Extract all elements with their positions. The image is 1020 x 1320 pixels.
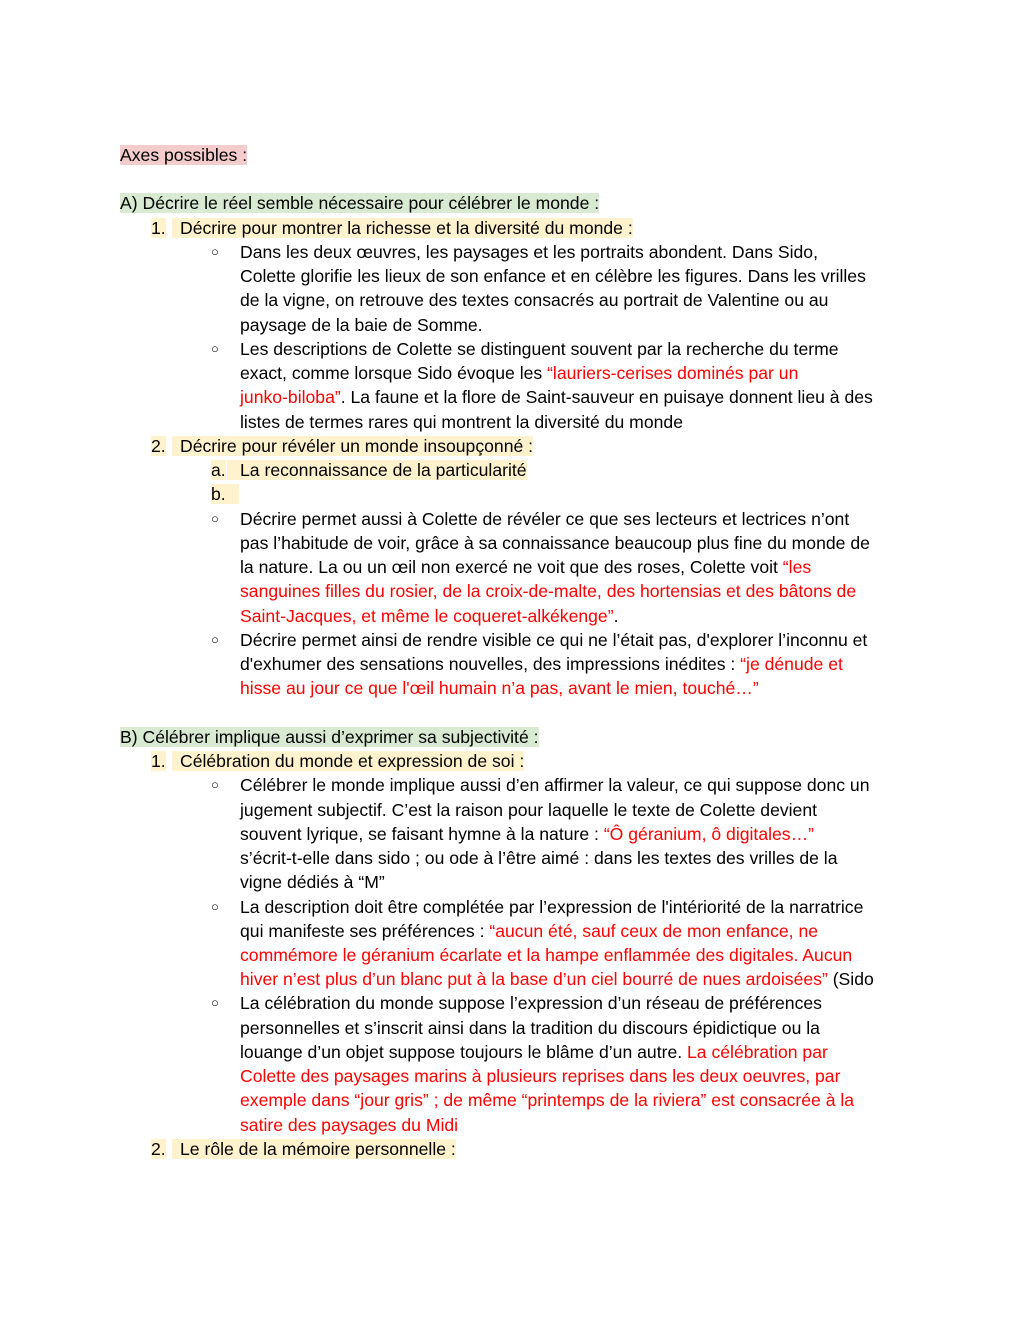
quote: “lauriers-cerises dominés par un — [547, 363, 799, 383]
list-marker: b. — [211, 484, 239, 504]
quote: “Ô géranium, ô digitales…” — [603, 824, 815, 844]
bullet-text: Décrire permet aussi à Colette de révéler ce que ses lecteurs et lectrices n’ont — [240, 509, 850, 529]
bullet-text: Dans les deux œuvres, les paysages et les portraits abondent. Dans Sido, — [240, 242, 818, 262]
item-a2-title: Décrire pour révéler un monde insoupçonné : — [172, 436, 533, 456]
quote: “aucun été, sauf ceux de mon enfance, ne — [489, 921, 819, 941]
bullet-icon: ○ — [211, 511, 219, 526]
bullet-text: pas l’habitude de voir, grâce à sa connaissance beaucoup plus fine du monde de — [240, 533, 870, 553]
sub-item-a: La reconnaissance de la particularité — [227, 460, 527, 480]
bullet-text: La description doit être complétée par l’expression de l'intériorité de la narratrice — [240, 897, 864, 917]
bullet-text: Célébrer le monde implique aussi d’en affirmer la valeur, ce qui suppose donc un — [240, 775, 870, 795]
bullet-text: qui manifeste ses préférences : “aucun été, sauf ceux de mon enfance, ne — [240, 921, 819, 941]
bullet-text: d'exhumer des sensations nouvelles, des impressions inédites : “je dénude et — [240, 654, 843, 674]
list-marker: 2. — [151, 1139, 166, 1159]
quote: sanguines filles du rosier, de la croix-de-malte, des hortensias et des bâtons de — [240, 581, 857, 601]
bullet-text: vigne dédiés à “M” — [240, 872, 385, 892]
list-marker: 1. — [151, 218, 166, 238]
bullet-text: la nature. La ou un œil non exercé ne voit que des roses, Colette voit “les — [240, 557, 812, 577]
quote: “je dénude et — [740, 654, 843, 674]
quote: Saint-Jacques, et même le coqueret-alkékenge” — [240, 606, 614, 626]
bullet-text: hiver n’est plus d’un blanc put à la base d’un ciel bourré de nues ardoisées” (Sido — [240, 969, 874, 989]
bullet-text: Colette glorifie les lieux de son enfance et en célèbre les figures. Dans les vrilles — [240, 266, 866, 286]
bullet-icon: ○ — [211, 777, 219, 792]
bullet-text: exact, comme lorsque Sido évoque les “lauriers-cerises dominés par un — [240, 363, 799, 383]
quote: hisse au jour ce que l'œil humain n’a pas, avant le mien, touché…” — [240, 678, 759, 698]
axes-heading: Axes possibles : — [120, 145, 248, 165]
bullet-text: Saint-Jacques, et même le coqueret-alkékenge”. — [240, 606, 619, 626]
list-marker: 1. — [151, 751, 166, 771]
bullet-text: La célébration du monde suppose l’expression d’un réseau de préférences — [240, 993, 822, 1013]
bullet-icon: ○ — [211, 995, 219, 1010]
quote: exemple dans “jour gris” ; de même “printemps de la riviera” est consacrée à la — [240, 1090, 855, 1110]
quote: satire des paysages du Midi — [240, 1115, 459, 1135]
section-b-title: B) Célébrer implique aussi d’exprimer sa subjectivité : — [120, 727, 539, 747]
bullet-text: de la vigne, on retrouve des textes consacrés au portrait de Valentine ou au — [240, 290, 829, 310]
bullet-text: s’écrit-t-elle dans sido ; ou ode à l’être aimé : dans les textes des vrilles de la — [240, 848, 838, 868]
quote: junko-biloba” — [240, 387, 341, 407]
bullet-icon: ○ — [211, 899, 219, 914]
quote: commémore le géranium écarlate et la hampe enflammée des digitales. Aucun — [240, 945, 853, 965]
item-b2-title: Le rôle de la mémoire personnelle : — [172, 1139, 456, 1159]
bullet-text: jugement subjectif. C’est la raison pour laquelle le texte de Colette devient — [240, 800, 818, 820]
bullet-text: listes de termes rares qui montrent la diversité du monde — [240, 412, 683, 432]
bullet-text: souvent lyrique, se faisant hymne à la nature : “Ô géranium, ô digitales…” — [240, 824, 815, 844]
bullet-text: paysage de la baie de Somme. — [240, 315, 483, 335]
bullet-icon: ○ — [211, 244, 219, 259]
bullet-icon: ○ — [211, 341, 219, 356]
quote: “les — [782, 557, 812, 577]
bullet-text: Les descriptions de Colette se distinguent souvent par la recherche du terme — [240, 339, 839, 359]
bullet-text: junko-biloba”. La faune et la flore de Saint-sauveur en puisaye donnent lieu à des — [240, 387, 873, 407]
section-a-title: A) Décrire le réel semble nécessaire pour célébrer le monde : — [120, 193, 600, 213]
quote: La célébration par — [687, 1042, 828, 1062]
quote: Colette des paysages marins à plusieurs reprises dans les deux oeuvres, par — [240, 1066, 841, 1086]
bullet-icon: ○ — [211, 632, 219, 647]
list-marker: a. — [211, 460, 226, 480]
item-a1-title: Décrire pour montrer la richesse et la diversité du monde : — [172, 218, 633, 238]
bullet-text: personnelles et s’inscrit ainsi dans la tradition du discours épidictique ou la — [240, 1018, 820, 1038]
bullet-text: louange d’un objet suppose toujours le blâme d’un autre. La célébration par — [240, 1042, 828, 1062]
list-marker: 2. — [151, 436, 166, 456]
quote: hiver n’est plus d’un blanc put à la base d’un ciel bourré de nues ardoisées” — [240, 969, 828, 989]
item-b1-title: Célébration du monde et expression de soi : — [172, 751, 524, 771]
bullet-text: Décrire permet ainsi de rendre visible ce qui ne l’était pas, d'explorer l’inconnu et — [240, 630, 868, 650]
